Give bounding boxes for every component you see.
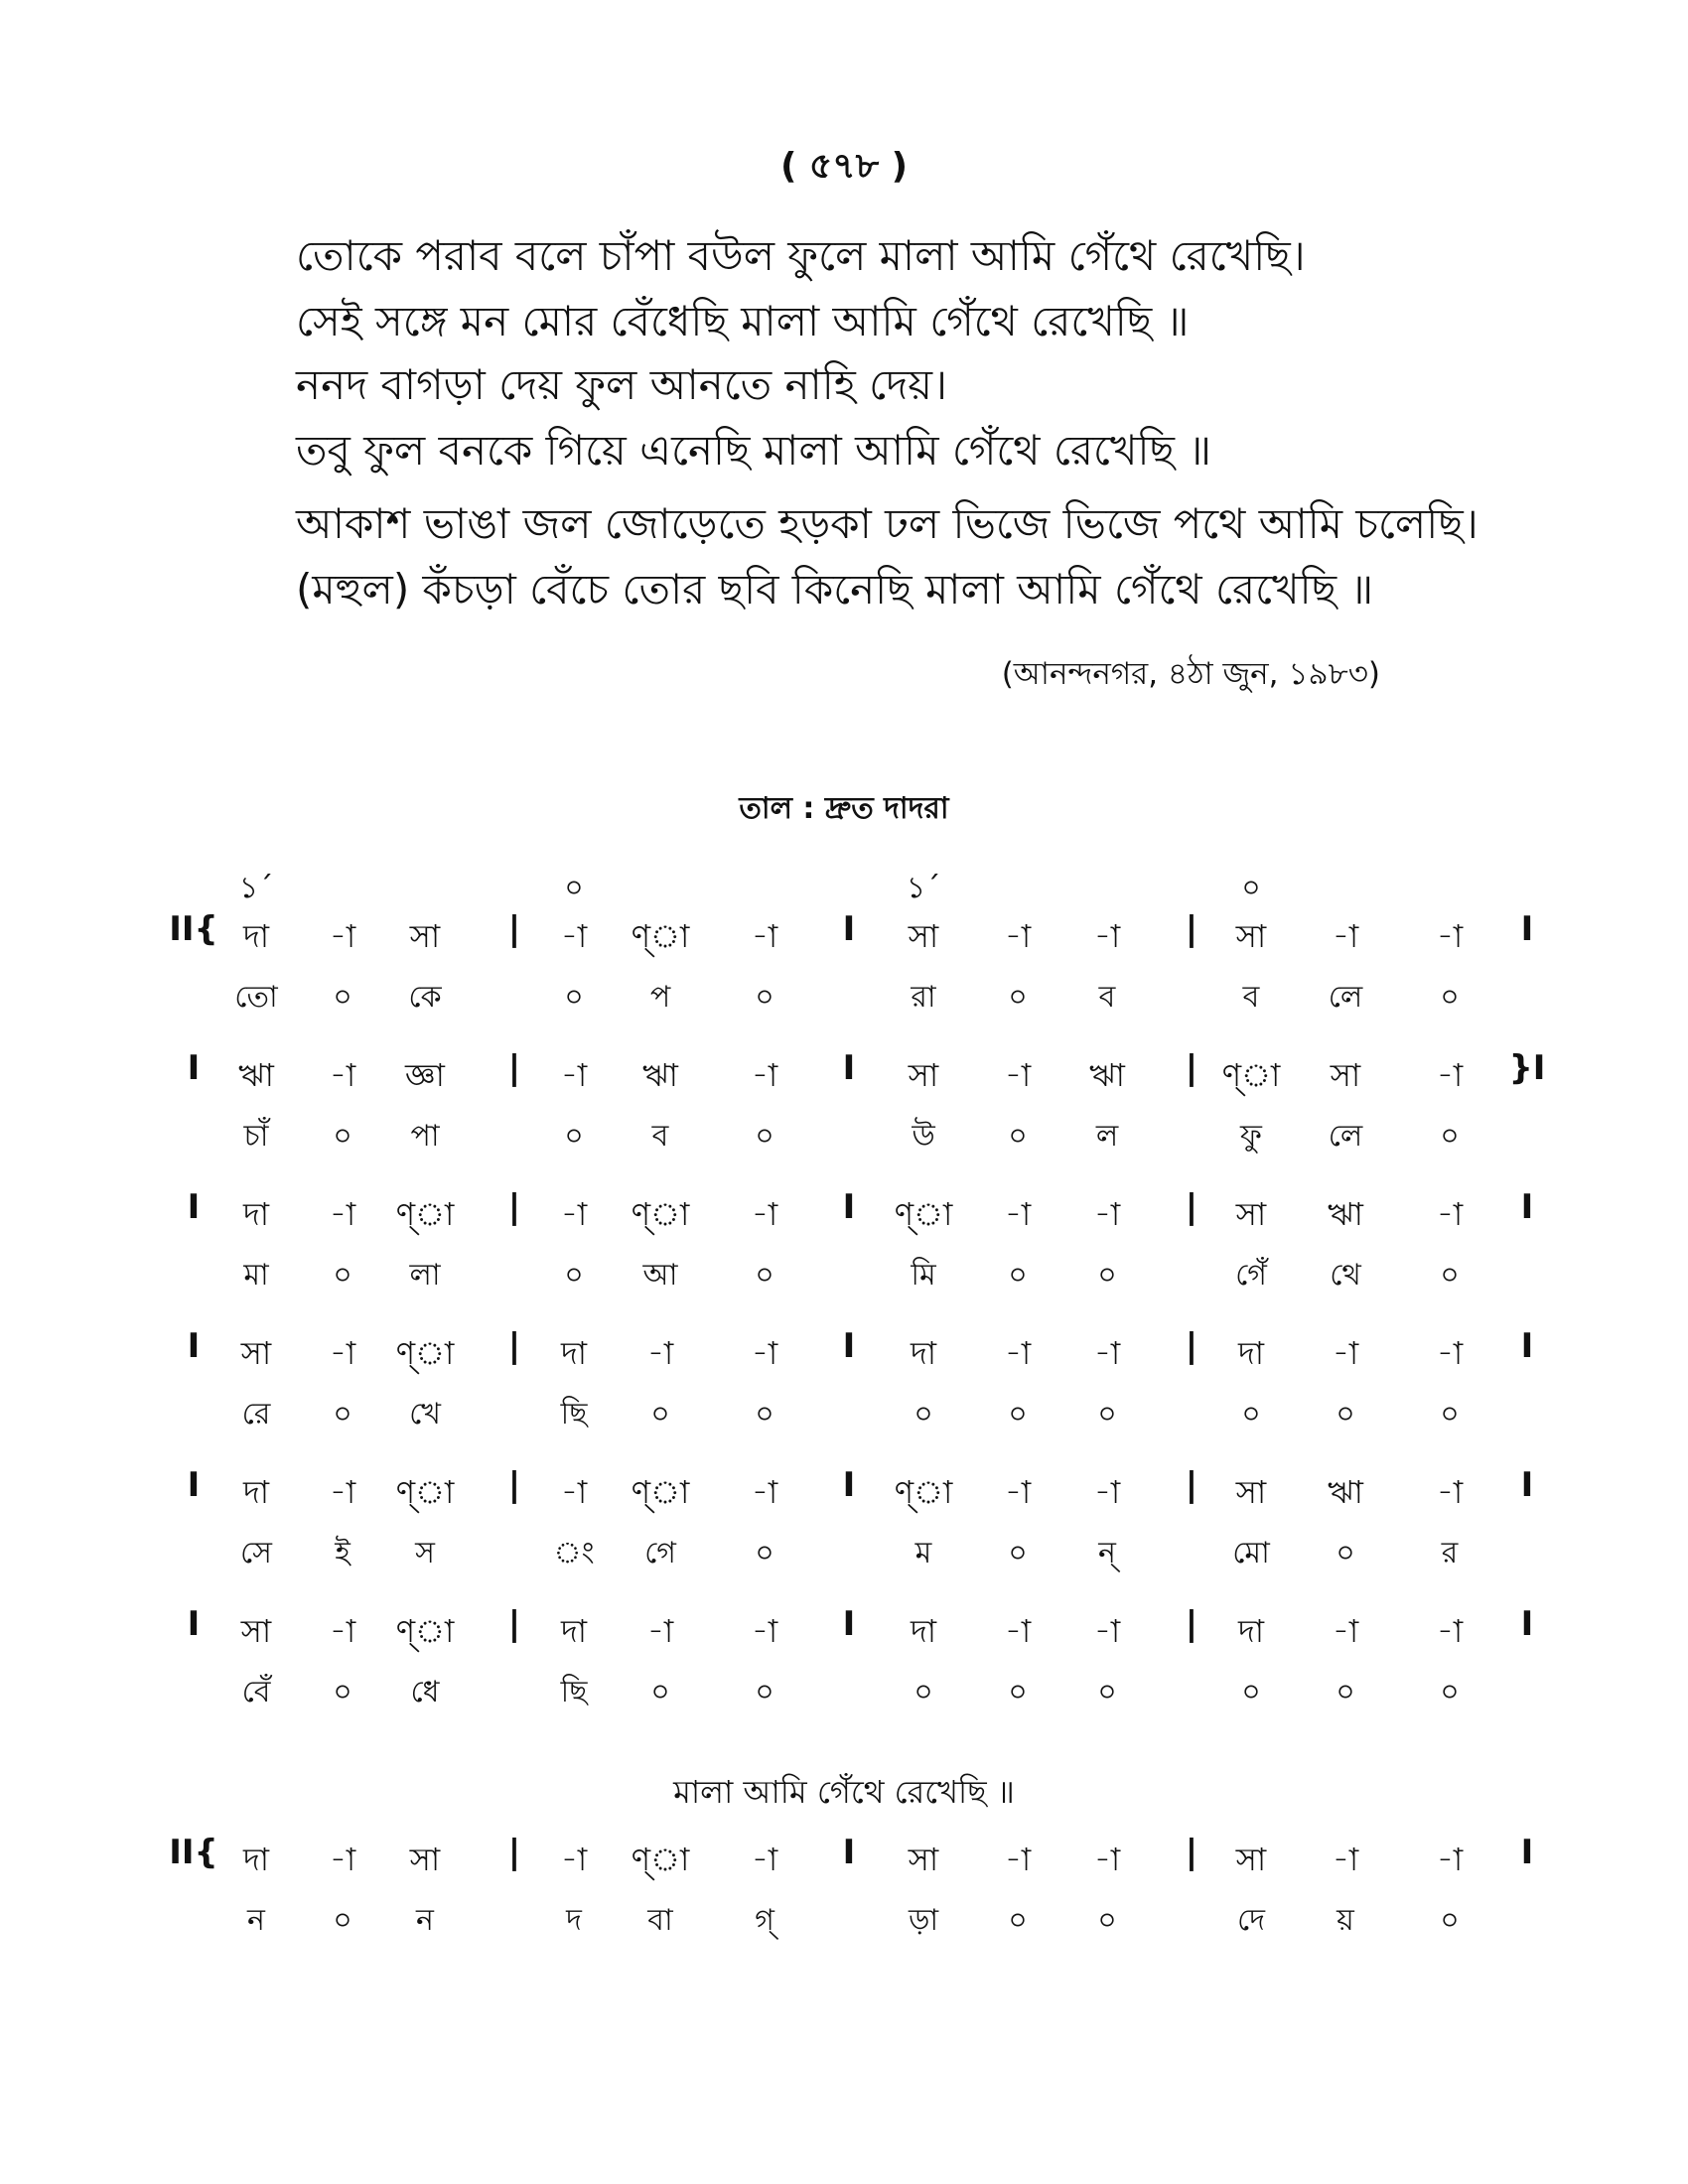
syllable: র (1441, 1536, 1459, 1570)
bar-open: I (187, 1326, 201, 1366)
syllable: লা (409, 1258, 441, 1293)
stanza-1 (296, 223, 1487, 354)
swara: ণ্া (631, 1195, 690, 1233)
swara: সা (240, 1612, 272, 1650)
syllable: ০ (1440, 1258, 1460, 1293)
swara: -া (329, 1056, 356, 1094)
syllable: বেঁ (241, 1675, 271, 1709)
swara: ণ্া (894, 1473, 953, 1511)
bar-open: II{ (169, 1833, 218, 1872)
beat-mark: ১´ (238, 871, 274, 905)
bar-line: | (1185, 1048, 1198, 1088)
bar-line: I (842, 909, 856, 949)
syllable: ০ (1097, 1903, 1117, 1938)
syllable: ধে (410, 1675, 440, 1709)
lyric-line: তোকে পরাব বলে চাঁপা বউল ফুলে মালা আমি গেঁথে রেখেছি। (296, 231, 1306, 280)
swara: -া (1436, 1612, 1464, 1650)
syllable: ০ (1336, 1397, 1355, 1432)
swara: -া (329, 1612, 356, 1650)
swara: সা (908, 917, 939, 955)
syllable: সে (240, 1536, 272, 1570)
syllable: ০ (755, 1258, 774, 1293)
syllable: ০ (1008, 1119, 1028, 1154)
tala-title: তাল : দ্রুত দাদরা (739, 791, 949, 826)
swara: -া (1436, 1334, 1464, 1372)
swara: ণ্া (395, 1195, 455, 1233)
syllable: ০ (650, 1675, 670, 1709)
swara: ণ্া (631, 1473, 690, 1511)
refrain-line: মালা আমি গেঁথে রেখেছি ॥ (673, 1773, 1015, 1811)
swara: -া (1004, 1195, 1032, 1233)
swara: -া (560, 917, 588, 955)
lyric-line: ননদ বাগড়া দেয় ফুল আনতে নাহি দেয়। (296, 360, 948, 409)
bar-open: I (187, 1465, 201, 1505)
syllable: ০ (333, 1119, 352, 1154)
syllable: স (415, 1536, 435, 1570)
swara: -া (1004, 1473, 1032, 1511)
swara: ণ্া (395, 1473, 455, 1511)
syllable: বা (647, 1903, 673, 1938)
syllable: য় (1336, 1903, 1354, 1938)
syllable: ০ (333, 980, 352, 1015)
syllable: ০ (1097, 1675, 1117, 1709)
swara: -া (560, 1473, 588, 1511)
swara: ণ্া (631, 917, 690, 955)
stanza-2 (296, 352, 1487, 483)
syllable: লে (1328, 980, 1363, 1015)
swara: -া (751, 1056, 778, 1094)
bar-line: | (1185, 909, 1198, 949)
syllable: ০ (650, 1397, 670, 1432)
swara: -া (751, 1334, 778, 1372)
syllable: কে (408, 980, 442, 1015)
syllable: আ (642, 1258, 678, 1293)
swara: -া (1004, 1612, 1032, 1650)
swara: সা (908, 1841, 939, 1878)
swara: -া (646, 1334, 674, 1372)
swara: -া (329, 1195, 356, 1233)
bar-line: I (842, 1465, 856, 1505)
syllable: ০ (1008, 1903, 1028, 1938)
swara: -া (1436, 1195, 1464, 1233)
swara: ণ্া (395, 1612, 455, 1650)
swara: -া (751, 1612, 778, 1650)
syllable: ন্ (1098, 1536, 1116, 1570)
syllable: ০ (333, 1397, 352, 1432)
bar-close: }I (1508, 1048, 1546, 1088)
swara: ঋা (1089, 1056, 1125, 1094)
lyric-line: সেই সঙ্গে মন মোর বেঁধেছি মালা আমি গেঁথে রেখেছি ॥ (296, 297, 1190, 345)
swara: -া (329, 1841, 356, 1878)
syllable: তো (234, 980, 278, 1015)
swara: -া (1093, 1841, 1121, 1878)
swara: -া (1436, 1473, 1464, 1511)
syllable: মা (243, 1258, 269, 1293)
syllable: উ (912, 1119, 935, 1154)
bar-close: I (1520, 1833, 1534, 1872)
swara: -া (1093, 1195, 1121, 1233)
swara: -া (646, 1612, 674, 1650)
swara: -া (1332, 1612, 1359, 1650)
swara: -া (560, 1195, 588, 1233)
syllable: ম (914, 1536, 932, 1570)
swara: দা (242, 1195, 270, 1233)
swara: -া (1093, 1473, 1121, 1511)
bar-line: | (507, 1326, 521, 1366)
swara: সা (1235, 1473, 1267, 1511)
swara: -া (329, 1473, 356, 1511)
syllable: ছি (560, 1675, 588, 1709)
swara: -া (329, 917, 356, 955)
swara: -া (751, 917, 778, 955)
bar-open: II{ (169, 909, 218, 949)
syllable: ০ (333, 1258, 352, 1293)
swara: সা (409, 1841, 441, 1878)
syllable: চাঁ (243, 1119, 269, 1154)
bar-line: I (842, 1048, 856, 1088)
swara: ঋা (1328, 1195, 1363, 1233)
syllable: ০ (1008, 1258, 1028, 1293)
bar-line: I (842, 1604, 856, 1644)
syllable: রে (241, 1397, 271, 1432)
syllable: ল (1095, 1119, 1119, 1154)
bar-line: | (1185, 1326, 1198, 1366)
syllable: রা (911, 980, 936, 1015)
stanza-3 (296, 491, 1487, 622)
syllable: ০ (914, 1675, 933, 1709)
bar-line: | (507, 909, 521, 949)
syllable: গে (644, 1536, 676, 1570)
syllable: ০ (1440, 1119, 1460, 1154)
syllable: মো (1232, 1536, 1270, 1570)
bar-open: I (187, 1048, 201, 1088)
syllable: দ (566, 1903, 582, 1938)
syllable: ০ (1097, 1397, 1117, 1432)
syllable: ব (651, 1119, 669, 1154)
swara: -া (751, 1473, 778, 1511)
bar-close: I (1520, 1187, 1534, 1227)
swara: -া (1004, 1056, 1032, 1094)
bar-line: I (842, 1187, 856, 1227)
lyric-line: (মহুল) কঁচড়া বেঁচে তোর ছবি কিনেছি মালা আমি গেঁথে রেখেছি ॥ (296, 565, 1374, 614)
syllable: গ্ (755, 1903, 774, 1938)
swara: সা (908, 1056, 939, 1094)
swara: দা (1237, 1612, 1265, 1650)
syllable: ০ (1336, 1675, 1355, 1709)
bar-line: I (842, 1833, 856, 1872)
lyric-line: তবু ফুল বনকে গিয়ে এনেছি মালা আমি গেঁথে রেখেছি ॥ (296, 426, 1212, 475)
bar-line: | (1185, 1465, 1198, 1505)
swara: -া (1093, 917, 1121, 955)
syllable: ০ (755, 1119, 774, 1154)
swara: দা (910, 1334, 937, 1372)
beat-mark: ০ (1241, 871, 1261, 905)
beat-mark: ১´ (906, 871, 941, 905)
signature: (আনন্দনগর, ৪ঠা জুন, ১৯৮৩) (1001, 656, 1380, 692)
swara: -া (1332, 917, 1359, 955)
syllable: ০ (1440, 1675, 1460, 1709)
syllable: ০ (1008, 1397, 1028, 1432)
swara: -া (1332, 1334, 1359, 1372)
syllable: ০ (1008, 1536, 1028, 1570)
swara: সা (240, 1334, 272, 1372)
syllable: থে (1330, 1258, 1361, 1293)
syllable: লে (1328, 1119, 1363, 1154)
syllable: ০ (914, 1397, 933, 1432)
bar-line: | (1185, 1187, 1198, 1227)
syllable: ০ (755, 980, 774, 1015)
swara: -া (1436, 917, 1464, 955)
swara: দা (242, 917, 270, 955)
syllable: ০ (755, 1397, 774, 1432)
swara: ঋা (642, 1056, 678, 1094)
syllable: ই (335, 1536, 351, 1570)
bar-line: I (842, 1326, 856, 1366)
swara: সা (1330, 1056, 1361, 1094)
swara: -া (1004, 1841, 1032, 1878)
swara: দা (560, 1334, 588, 1372)
swara: দা (242, 1473, 270, 1511)
swara: সা (1235, 1841, 1267, 1878)
syllable: প (649, 980, 671, 1015)
swara: -া (560, 1056, 588, 1094)
syllable: ন (247, 1903, 265, 1938)
swara: ণ্া (631, 1841, 690, 1878)
syllable: ব (1242, 980, 1260, 1015)
page-number: ( ৫৭৮ ) (779, 146, 909, 187)
bar-line: | (507, 1187, 521, 1227)
swara: ঋা (238, 1056, 274, 1094)
syllable: ০ (333, 1903, 352, 1938)
syllable: ং (553, 1536, 595, 1570)
syllable: পা (410, 1119, 440, 1154)
swara: -া (1004, 1334, 1032, 1372)
bar-close: I (1520, 1604, 1534, 1644)
syllable: ০ (755, 1675, 774, 1709)
syllable: ০ (1440, 980, 1460, 1015)
bar-close: I (1520, 909, 1534, 949)
swara: সা (1235, 917, 1267, 955)
syllable: ফু (1240, 1119, 1262, 1154)
swara: সা (1235, 1195, 1267, 1233)
bar-open: I (187, 1604, 201, 1644)
syllable: ০ (564, 980, 584, 1015)
syllable: ০ (755, 1536, 774, 1570)
syllable: ব (1098, 980, 1116, 1015)
syllable: ০ (1008, 1675, 1028, 1709)
syllable: ০ (1336, 1536, 1355, 1570)
syllable: ০ (333, 1675, 352, 1709)
swara: দা (242, 1841, 270, 1878)
lyric-line: আকাশ ভাঙা জল জোড়েতে হড়কা ঢল ভিজে ভিজে পথে আমি চলেছি। (296, 499, 1478, 548)
bar-line: | (507, 1833, 521, 1872)
swara: -া (1436, 1841, 1464, 1878)
swara: -া (1332, 1841, 1359, 1878)
bar-line: | (507, 1465, 521, 1505)
bar-line: | (507, 1604, 521, 1644)
bar-line: | (1185, 1833, 1198, 1872)
beat-mark: ০ (564, 871, 584, 905)
syllable: গেঁ (1235, 1258, 1267, 1293)
syllable: মি (911, 1258, 936, 1293)
syllable: ০ (564, 1119, 584, 1154)
swara: -া (1093, 1334, 1121, 1372)
syllable: ০ (564, 1258, 584, 1293)
swara: দা (910, 1612, 937, 1650)
bar-open: I (187, 1187, 201, 1227)
bar-line: | (1185, 1604, 1198, 1644)
syllable: ০ (1008, 980, 1028, 1015)
swara: -া (560, 1841, 588, 1878)
syllable: ০ (1440, 1397, 1460, 1432)
swara: জ্ঞা (405, 1056, 445, 1094)
bar-close: I (1520, 1326, 1534, 1366)
swara: -া (1004, 917, 1032, 955)
bar-close: I (1520, 1465, 1534, 1505)
swara: -া (751, 1841, 778, 1878)
syllable: ০ (1440, 1903, 1460, 1938)
swara: -া (751, 1195, 778, 1233)
swara: ণ্া (894, 1195, 953, 1233)
swara: ঋা (1328, 1473, 1363, 1511)
syllable: দে (1237, 1903, 1265, 1938)
syllable: খে (409, 1397, 441, 1432)
syllable: ছি (560, 1397, 588, 1432)
syllable: ০ (1241, 1397, 1261, 1432)
swara: সা (409, 917, 441, 955)
swara: ণ্া (395, 1334, 455, 1372)
bar-line: | (507, 1048, 521, 1088)
swara: -া (1436, 1056, 1464, 1094)
syllable: ন (416, 1903, 434, 1938)
swara: ণ্া (1221, 1056, 1281, 1094)
swara: -া (1093, 1612, 1121, 1650)
swara: দা (1237, 1334, 1265, 1372)
syllable: ০ (1097, 1258, 1117, 1293)
swara: দা (560, 1612, 588, 1650)
swara: -া (329, 1334, 356, 1372)
syllable: ড়া (908, 1903, 939, 1938)
syllable: ০ (1241, 1675, 1261, 1709)
